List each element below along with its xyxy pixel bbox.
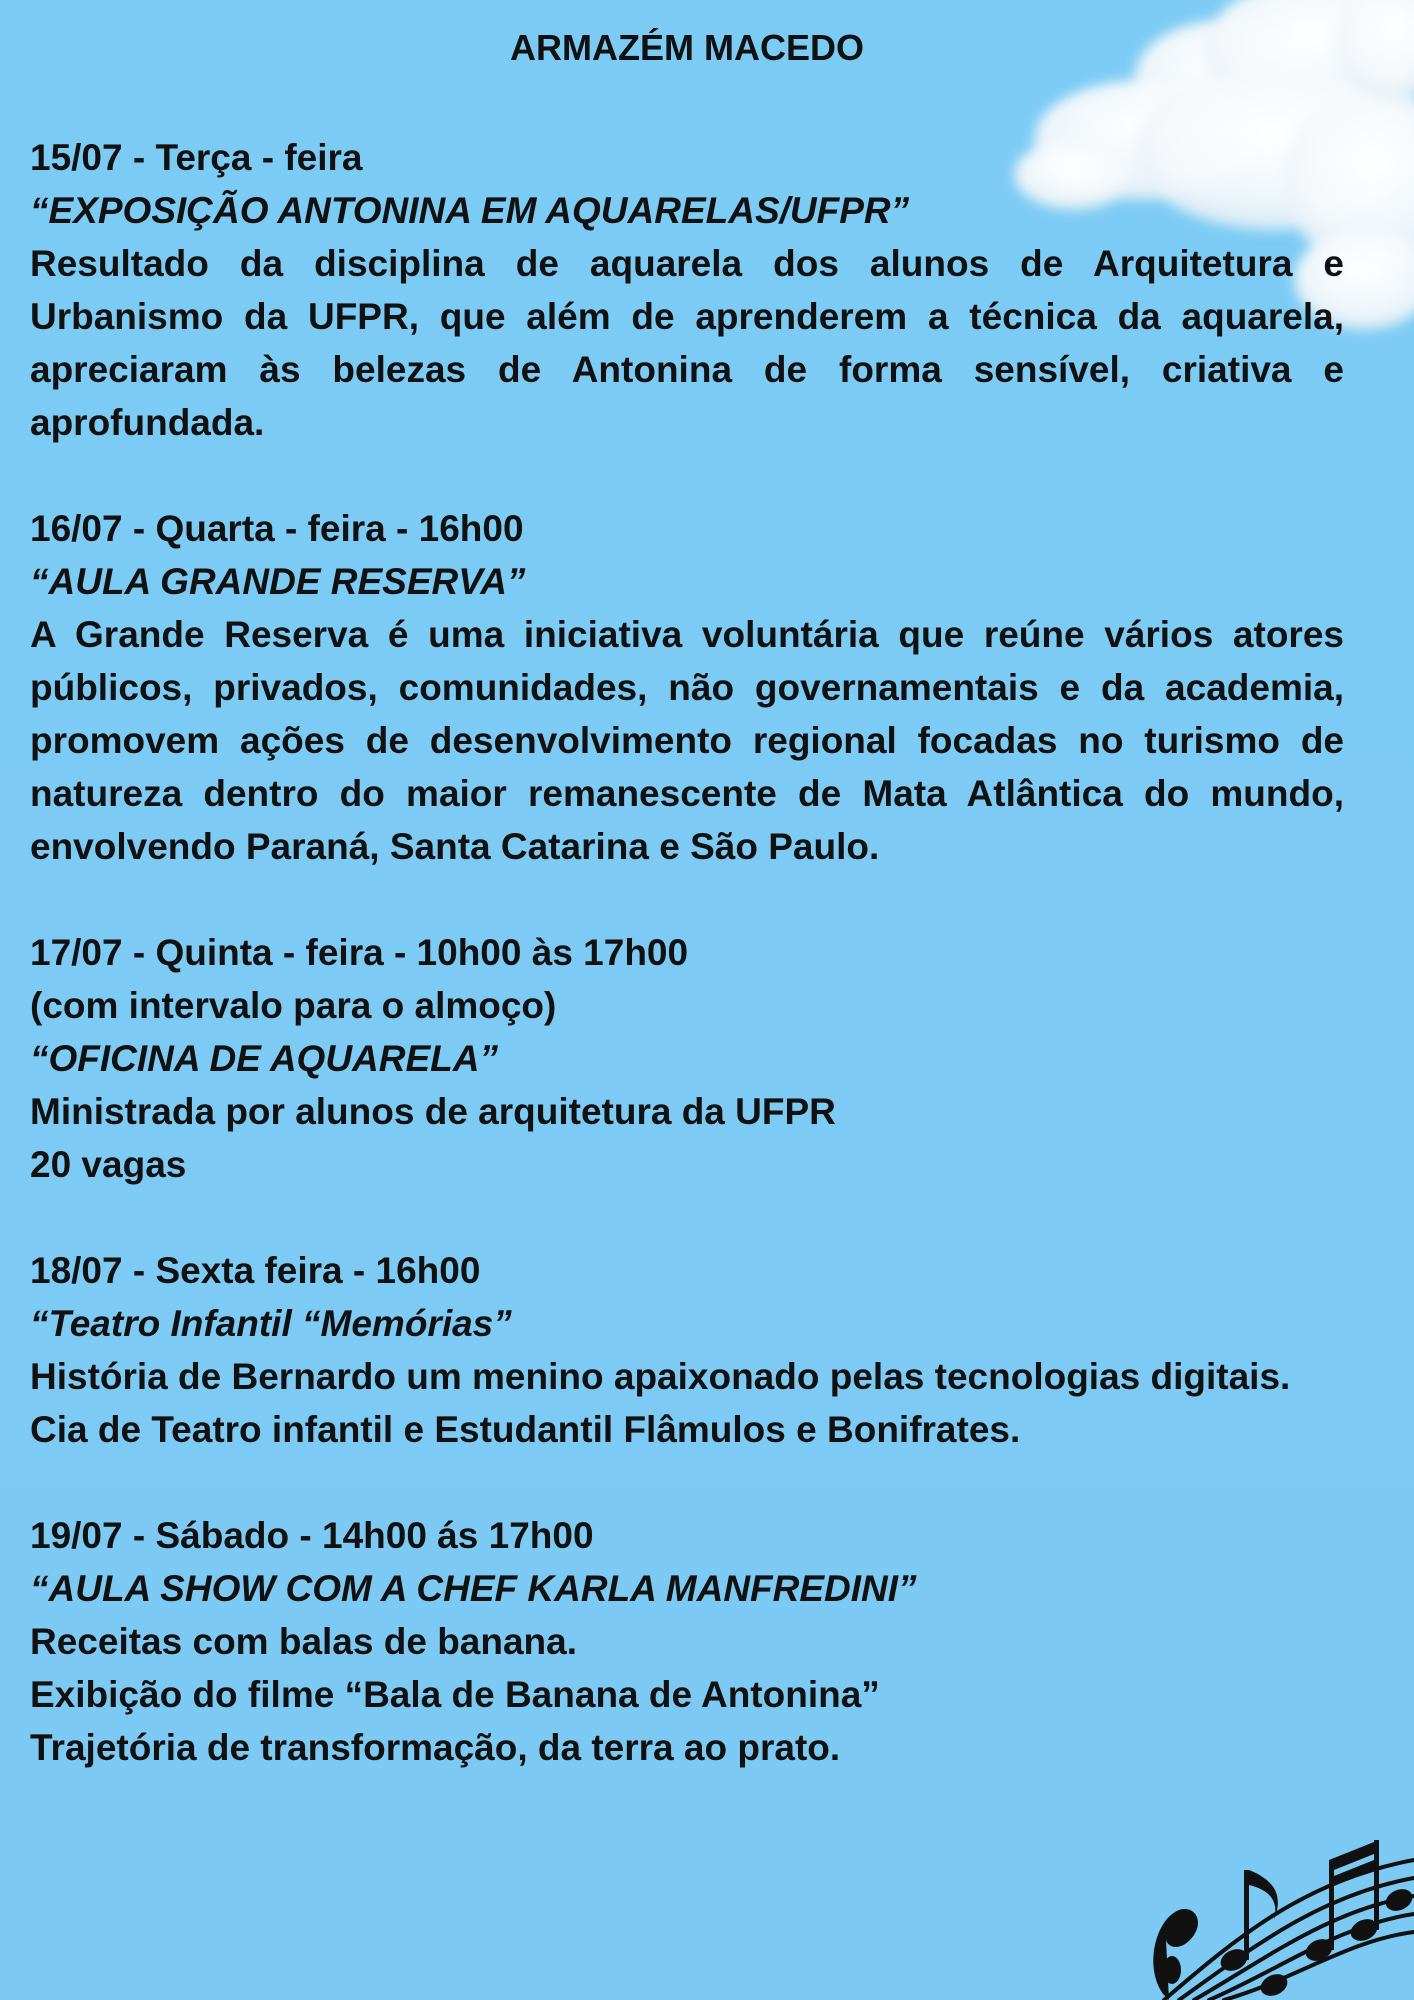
- event-1: [30, 131, 1344, 449]
- event-3: [30, 926, 1344, 1191]
- event-description: A Grande Reserva é uma iniciativa voluntária que reúne vários atores públicos, privados, comunidades, não governamentais e da academia, promovem ações de desenvolvimento regional focadas no turismo de natureza dentro do maior remanescente de Mata Atlântica do mundo, envolvendo Paraná, Santa Catarina e São Paulo.: [30, 614, 1344, 867]
- event-detail: Ministrada por alunos de arquitetura da UFPR: [30, 1091, 836, 1132]
- event-detail: 20 vagas: [30, 1144, 187, 1185]
- event-5: [30, 1509, 1344, 1774]
- event-description: História de Bernardo um menino apaixonado pelas tecnologias digitais.: [30, 1356, 1291, 1397]
- page-title: ARMAZÉM MACEDO: [510, 27, 864, 68]
- event-detail: Cia de Teatro infantil e Estudantil Flâmulos e Bonifrates.: [30, 1409, 1021, 1450]
- event-date: 17/07 - Quinta - feira - 10h00 às 17h00: [30, 932, 689, 973]
- event-name: “AULA SHOW COM A CHEF KARLA MANFREDINI”: [30, 1568, 917, 1609]
- music-notes-icon: [1124, 1800, 1414, 2000]
- event-note: (com intervalo para o almoço): [30, 985, 557, 1026]
- event-name: “OFICINA DE AQUARELA”: [30, 1038, 498, 1079]
- event-schedule: [30, 18, 1344, 1774]
- event-name: “Teatro Infantil “Memórias”: [30, 1303, 512, 1344]
- event-4: [30, 1244, 1344, 1456]
- event-date: 18/07 - Sexta feira - 16h00: [30, 1250, 481, 1291]
- event-detail: Exibição do filme “Bala de Banana de Antonina”: [30, 1674, 880, 1715]
- event-description: Resultado da disciplina de aquarela dos alunos de Arquitetura e Urbanismo da UFPR, que além de aprenderem a técnica da aquarela, apreciaram às belezas de Antonina de forma sensível, criativa e aprofundada.: [30, 243, 1344, 443]
- event-date: 16/07 - Quarta - feira - 16h00: [30, 508, 524, 549]
- event-detail: Trajetória de transformação, da terra ao prato.: [30, 1727, 841, 1768]
- event-date: 15/07 - Terça - feira: [30, 137, 363, 178]
- event-name: “AULA GRANDE RESERVA”: [30, 561, 526, 602]
- event-detail: Receitas com balas de banana.: [30, 1621, 578, 1662]
- event-2: [30, 502, 1344, 873]
- event-name: “EXPOSIÇÃO ANTONINA EM AQUARELAS/UFPR”: [30, 190, 910, 231]
- event-date: 19/07 - Sábado - 14h00 ás 17h00: [30, 1515, 594, 1556]
